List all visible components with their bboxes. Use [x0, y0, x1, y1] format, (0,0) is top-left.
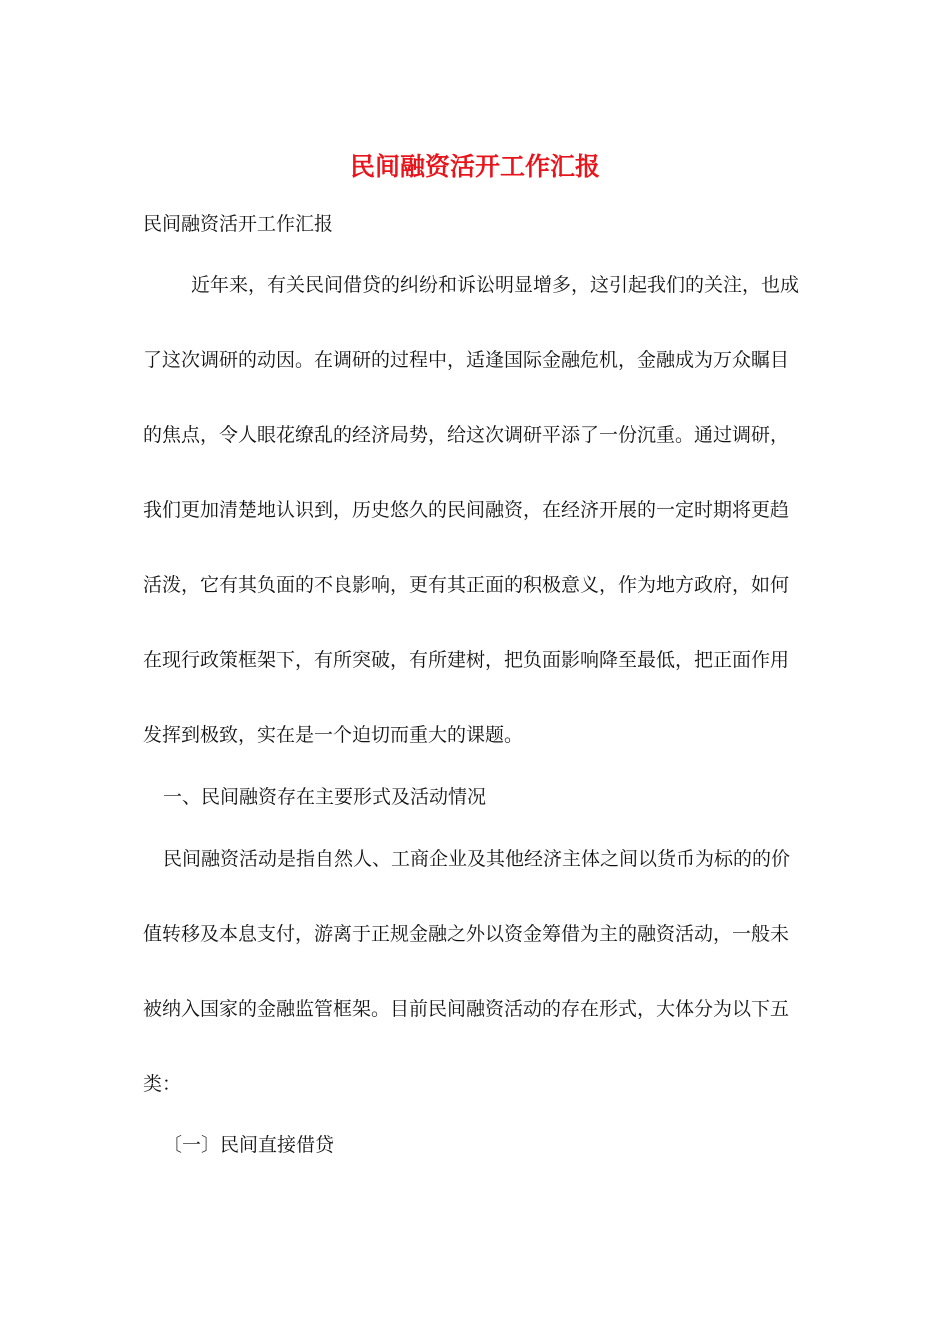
section-line: 类： — [143, 1073, 182, 1095]
intro-line: 我们更加清楚地认识到，历史悠久的民间融资，在经济开展的一定时期将更趋 — [143, 499, 790, 521]
intro-line: 活泼，它有其负面的不良影响，更有其正面的积极意义，作为地方政府，如何 — [143, 574, 790, 596]
intro-line: 的焦点，令人眼花缭乱的经济局势，给这次调研平添了一份沉重。通过调研， — [143, 424, 790, 446]
intro-paragraph — [143, 248, 808, 773]
section-line: 民间融资活动是指自然人、工商企业及其他经济主体之间以货币为标的的价 — [163, 848, 791, 870]
intro-line: 发挥到极致，实在是一个迫切而重大的课题。 — [143, 724, 524, 746]
intro-line: 了这次调研的动因。在调研的过程中，适逢国际金融危机，金融成为万众瞩目 — [143, 349, 790, 371]
document-title: 民间融资活开工作汇报 — [349, 152, 600, 181]
intro-line: 在现行政策框架下，有所突破，有所建树，把负面影响降至最低，把正面作用 — [143, 649, 790, 671]
section-line: 值转移及本息支付，游离于正规金融之外以资金筹借为主的融资活动，一般未 — [143, 923, 790, 945]
intro-line: 近年来，有关民间借贷的纠纷和诉讼明显增多，这引起我们的关注，也成 — [191, 274, 800, 296]
section-paragraph — [143, 822, 808, 1122]
subsection-heading: 〔一〕民间直接借贷 — [163, 1134, 335, 1156]
section-heading: 一、民间融资存在主要形式及活动情况 — [163, 786, 487, 808]
section-line: 被纳入国家的金融监管框架。目前民间融资活动的存在形式，大体分为以下五 — [143, 998, 790, 1020]
document-subtitle: 民间融资活开工作汇报 — [143, 213, 334, 235]
